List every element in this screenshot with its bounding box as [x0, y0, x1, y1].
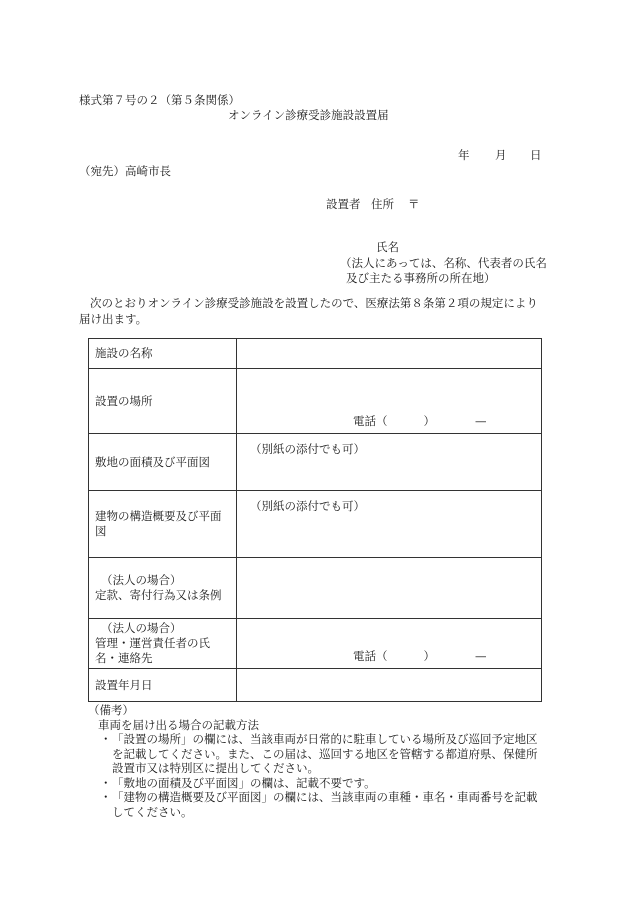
remark-1-line2: を記載してください。また、この届は、巡回する地区を管轄する都道府県、保健所	[112, 746, 538, 761]
corporate-note-line2: 及び主たる事務所の所在地）	[346, 271, 496, 285]
location-field[interactable]	[237, 369, 542, 434]
document-title: オンライン診療受診施設設置届	[228, 108, 389, 122]
location-label: 設置の場所	[89, 369, 237, 434]
facility-name-field[interactable]	[237, 339, 542, 369]
manager-label	[89, 619, 237, 669]
table-row	[89, 434, 542, 491]
day-label: 日	[530, 148, 542, 162]
phone-close: ）	[423, 414, 435, 428]
manager-phone-close: ）	[423, 649, 435, 663]
phone-line	[353, 414, 487, 429]
manager-line2: 名・連絡先	[95, 651, 153, 665]
building-attach-note: （別紙の添付でも可）	[250, 499, 365, 513]
articles-field[interactable]	[237, 558, 542, 619]
form-number: 様式第７号の２（第５条関係）	[79, 93, 240, 107]
addressee: （宛先）高崎市長	[79, 164, 171, 178]
facility-name-label: 施設の名称	[89, 339, 237, 369]
remark-3-line2: してください。	[112, 804, 193, 819]
address-label: 住所	[371, 197, 394, 211]
remarks-list	[88, 732, 552, 819]
bullet: ・	[100, 790, 112, 804]
manager-phone-dash: —	[475, 649, 487, 663]
remark-2-line1: 「敷地の面積及び平面図」の欄は、記載不要です。	[112, 775, 376, 790]
corporate-note-line1: （法人にあっては、名称、代表者の氏名	[340, 256, 547, 270]
remarks-section	[88, 703, 552, 819]
manager-phone-line	[353, 649, 487, 664]
articles-label	[89, 558, 237, 619]
remark-1-line1: 「設置の場所」の欄には、当該車両が日常的に駐車している場所及び巡回予定地区	[112, 732, 538, 746]
statement-line2: 届け出ます。	[79, 312, 148, 326]
building-label-line2: 図	[95, 524, 107, 538]
registration-table	[88, 338, 542, 702]
building-label	[89, 491, 237, 558]
site-area-field[interactable]	[237, 434, 542, 491]
remarks-heading: （備考）	[88, 703, 134, 717]
articles-text: 定款、寄付行為又は条例	[95, 588, 222, 602]
bullet: ・	[100, 775, 112, 790]
table-row	[89, 669, 542, 702]
year-label: 年	[458, 148, 470, 162]
table-row	[89, 558, 542, 619]
remark-1-line3: 設置市又は特別区に提出してください。	[112, 761, 319, 775]
site-area-label: 敷地の面積及び平面図	[89, 434, 237, 491]
setup-date-label: 設置年月日	[89, 669, 237, 702]
setup-date-field[interactable]	[237, 669, 542, 702]
list-item	[88, 732, 552, 776]
table-row	[89, 369, 542, 434]
articles-corp-case: （法人の場合）	[101, 573, 182, 587]
list-item	[88, 790, 552, 819]
manager-line1: 管理・運営責任者の氏	[95, 636, 210, 650]
building-label-line1: 建物の構造概要及び平面	[95, 509, 222, 523]
manager-phone-label: 電話（	[353, 649, 388, 663]
applicant-role: 設置者	[326, 197, 361, 211]
name-label: 氏名	[376, 240, 399, 254]
table-row	[89, 619, 542, 669]
phone-dash: —	[475, 414, 487, 428]
postal-mark: 〒	[408, 197, 420, 211]
phone-label: 電話（	[353, 414, 388, 428]
month-label: 月	[495, 148, 507, 162]
list-item	[88, 776, 552, 791]
statement-line1: 次のとおりオンライン診療受診施設を設置したので、医療法第８条第２項の規定により	[90, 296, 538, 310]
table-row	[89, 491, 542, 558]
manager-corp-case: （法人の場合）	[101, 621, 182, 635]
manager-field[interactable]	[237, 619, 542, 669]
remarks-subheading: 車両を届け出る場合の記載方法	[98, 717, 259, 732]
remark-3-line1: 「建物の構造概要及び平面図」の欄には、当該車両の車種・車名・車両番号を記載	[112, 790, 538, 804]
building-field[interactable]	[237, 491, 542, 558]
table-row	[89, 339, 542, 369]
site-area-attach-note: （別紙の添付でも可）	[250, 442, 365, 456]
bullet: ・	[100, 732, 112, 746]
